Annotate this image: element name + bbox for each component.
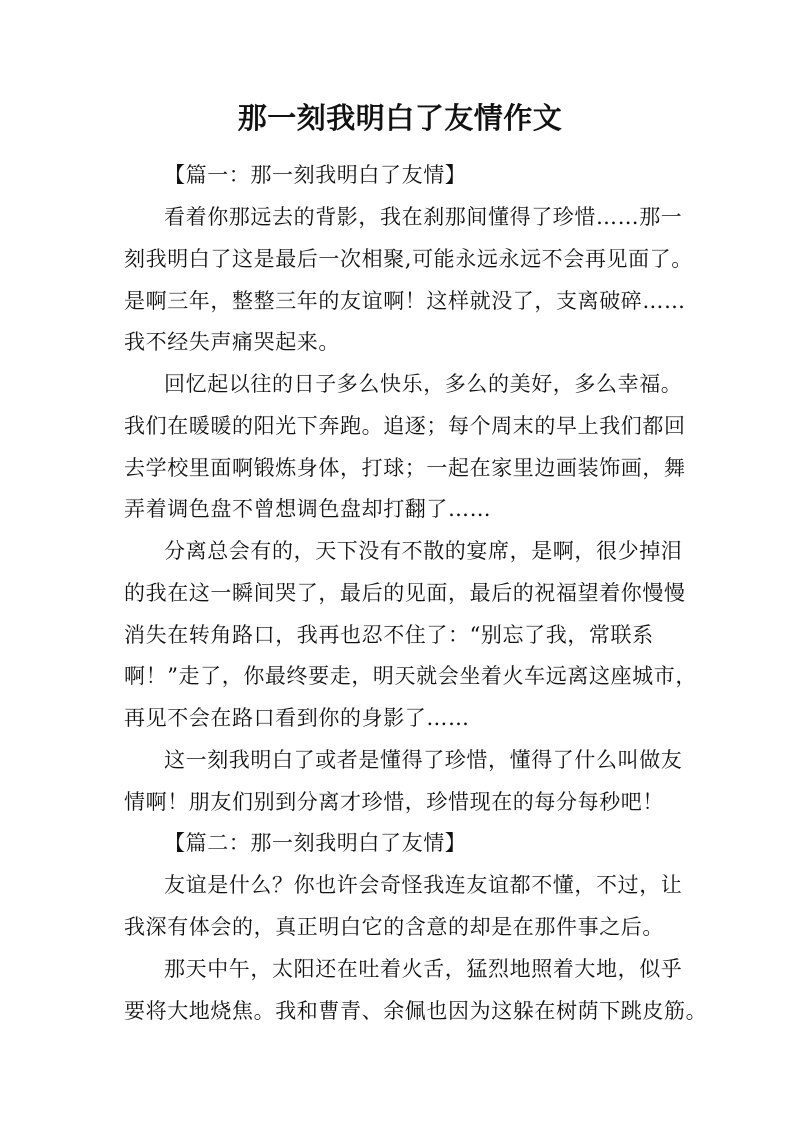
text-line: 这一刻我明白了或者是懂得了珍惜，懂得了什么叫做友 <box>164 748 683 772</box>
text-line: 刻我明白了这是最后一次相聚,可能永远永远不会再见面了。 <box>124 247 693 271</box>
text-line: 我不经失声痛哭起来。 <box>124 330 340 354</box>
text-line: 要将大地烧焦。我和曹青、余佩也因为这躲在树荫下跳皮筋。 <box>124 999 708 1023</box>
text-line: 的我在这一瞬间哭了，最后的见面，最后的祝福望着你慢慢 <box>124 581 686 605</box>
text-line: 去学校里面啊锻炼身体，打球；一起在家里边画装饰画，舞 <box>124 456 686 480</box>
text-line: 我们在暖暖的阳光下奔跑。追逐；每个周末的早上我们都回 <box>124 414 686 438</box>
text-line: 再见不会在路口看到你的身影了…… <box>124 706 470 730</box>
text-line: 那天中午，太阳还在吐着火舌，猛烈地照着大地，似乎 <box>164 957 683 981</box>
text-line: 弄着调色盘不曾想调色盘却打翻了…… <box>124 497 492 521</box>
text-line: 友谊是什么？你也许会奇怪我连友谊都不懂，不过，让 <box>164 873 683 897</box>
text-line: 我深有体会的，真正明白它的含意的却是在那件事之后。 <box>124 915 664 939</box>
text-line: 是啊三年，整整三年的友谊啊！这样就没了，支离破碎…… <box>124 289 686 313</box>
section-heading-2: 【篇二：那一刻我明白了友情】 <box>164 831 467 855</box>
text-line: 消失在转角路口，我再也忍不住了：“别忘了我，常联系 <box>124 623 654 647</box>
text-line: 啊！”走了，你最终要走，明天就会坐着火车远离这座城市， <box>124 664 697 688</box>
text-line: 情啊！朋友们别到分离才珍惜，珍惜现在的每分每秒吧！ <box>124 790 664 814</box>
text-line: 回忆起以往的日子多么快乐，多么的美好，多么幸福。 <box>164 372 683 396</box>
text-line: 分离总会有的，天下没有不散的宴席，是啊，很少掉泪 <box>164 539 683 563</box>
text-line: 看着你那远去的背影，我在刹那间懂得了珍惜……那一 <box>164 205 683 229</box>
document-title: 那一刻我明白了友情作文 <box>237 101 563 135</box>
section-heading-1: 【篇一：那一刻我明白了友情】 <box>164 163 467 187</box>
